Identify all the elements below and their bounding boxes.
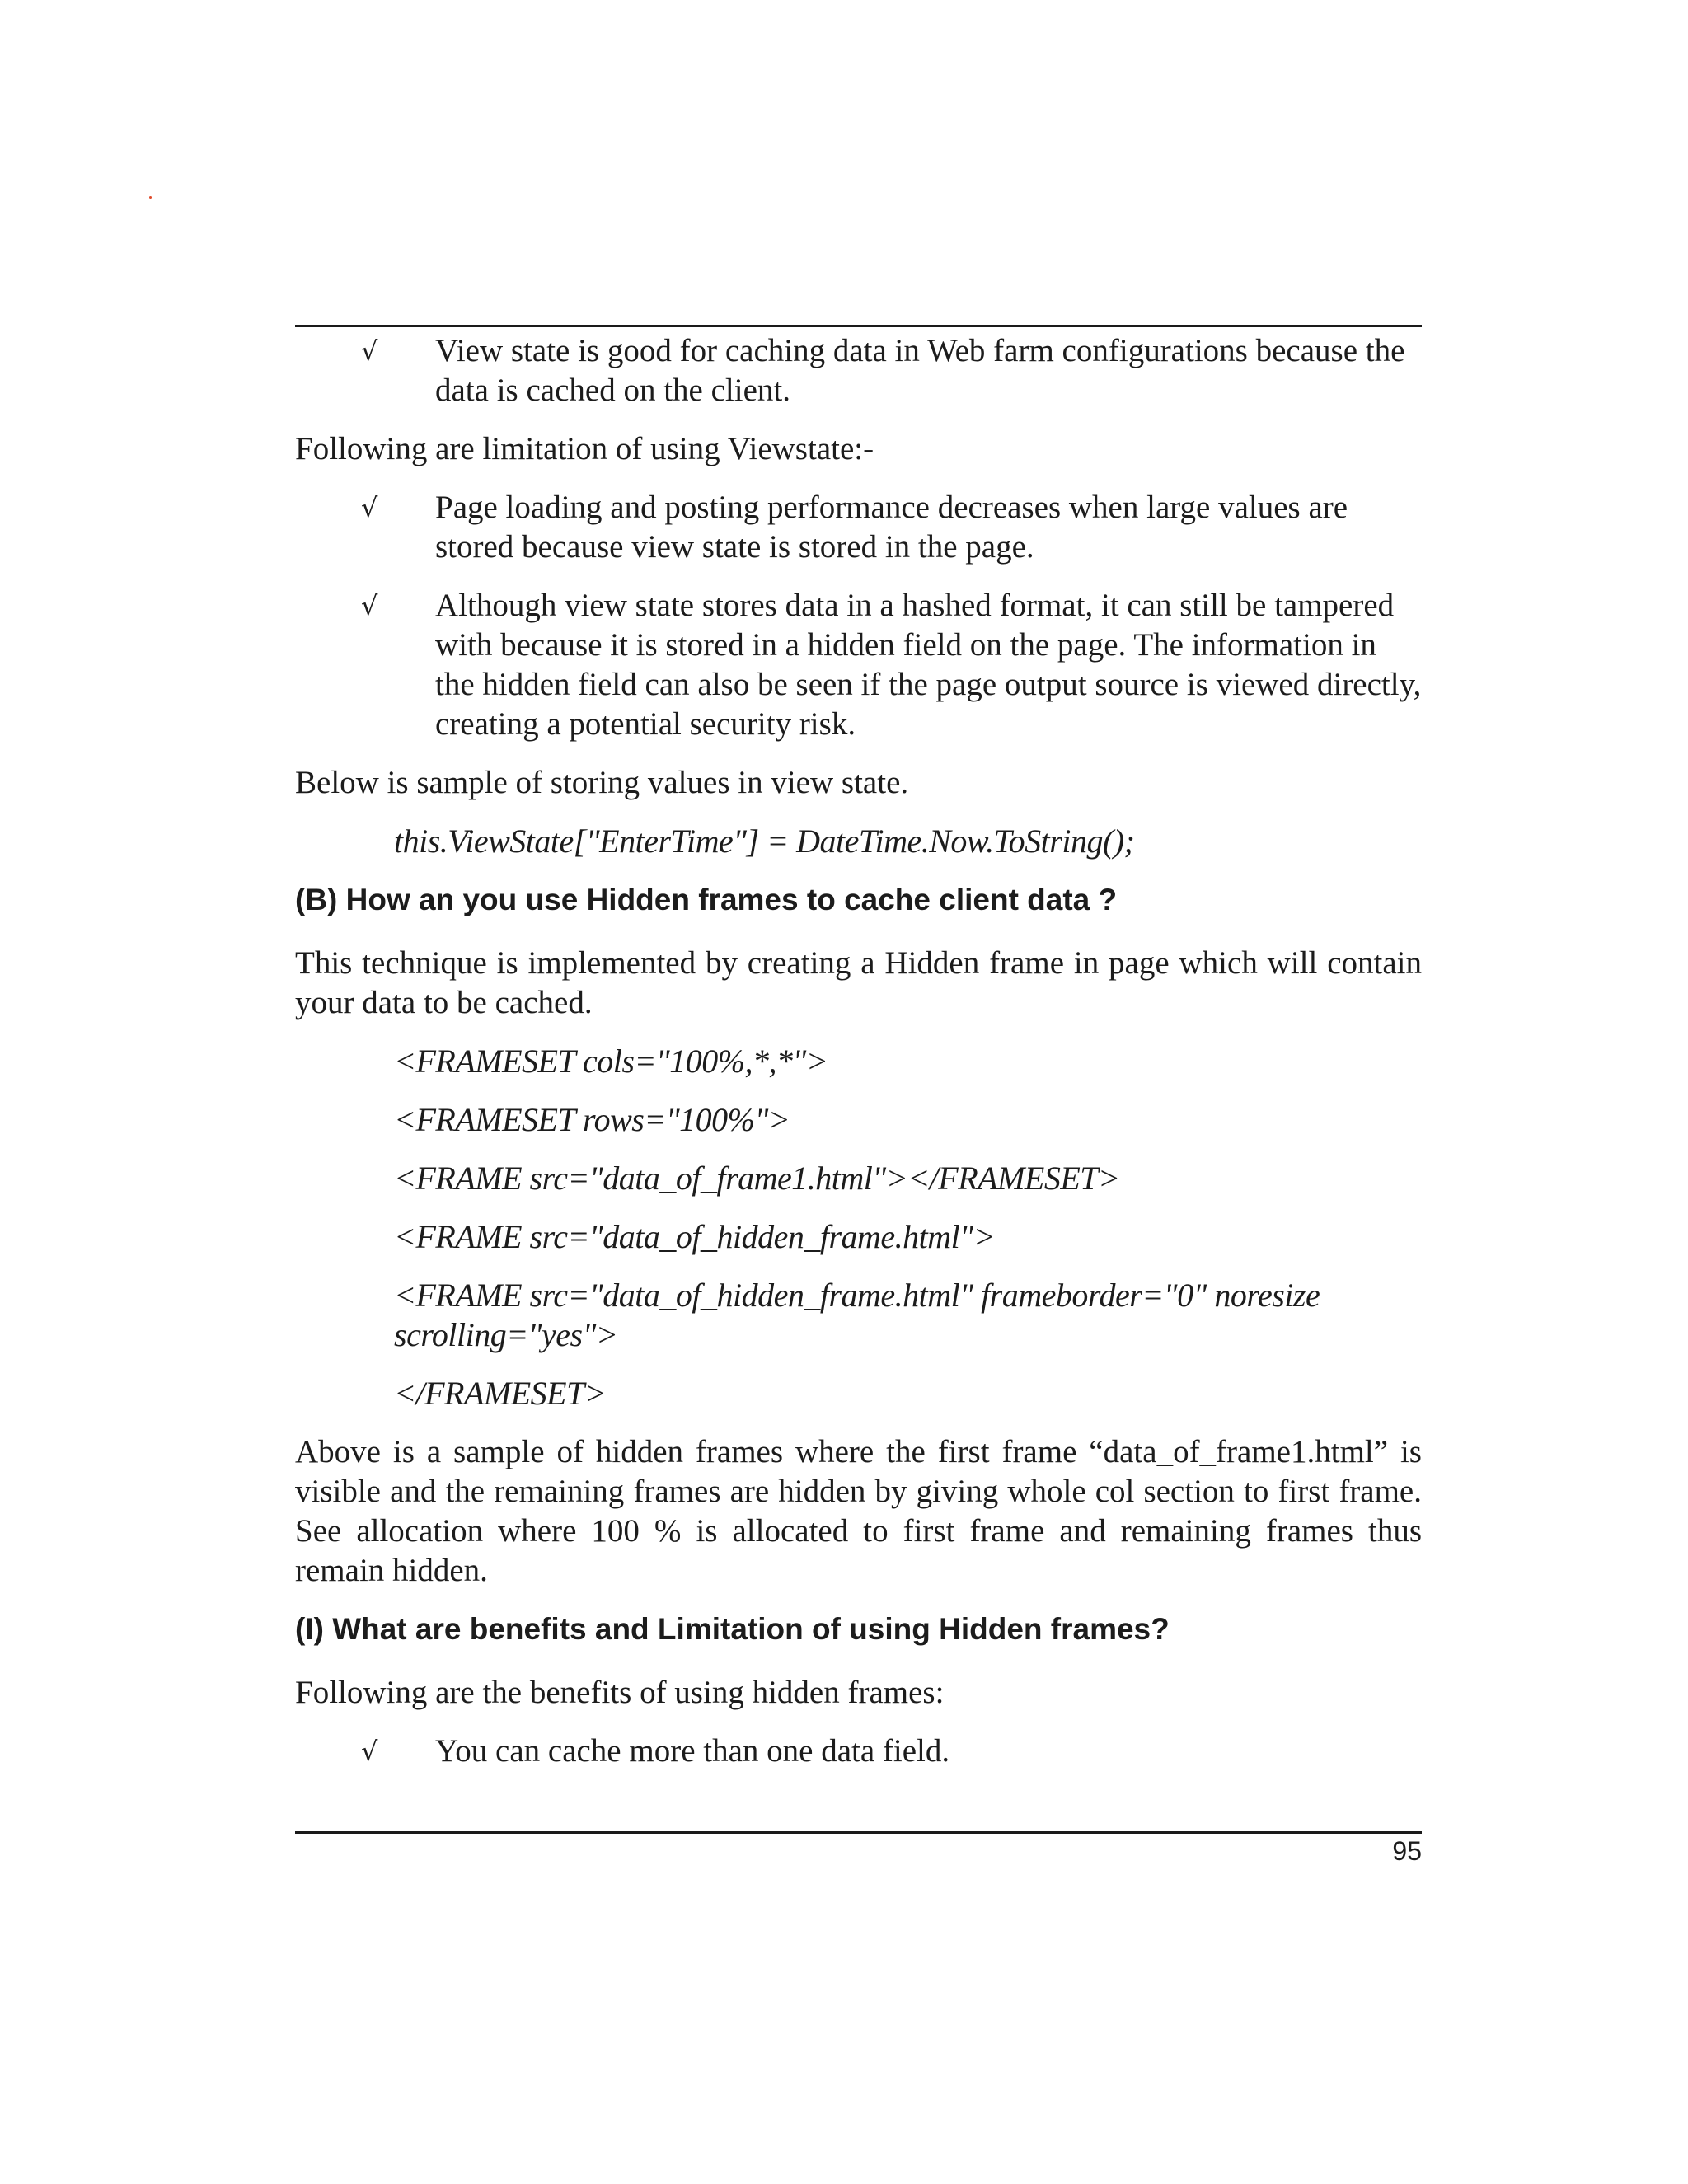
check-mark-icon: √ (361, 492, 378, 523)
code-line: <FRAMESET cols="100%,*,*"> (394, 1043, 828, 1080)
check-mark-icon: √ (361, 590, 378, 621)
section-heading: (I) What are benefits and Limitation of using Hidden frames? (295, 1612, 1170, 1646)
bullet-text: Although view state stores data in a hashed format, it can still be tampered with because it is stored in a hidden field on the page. The information in the hidden field can also be seen if the page output source is viewed directly, creating a potential security risk. (435, 588, 1422, 742)
bullet-text: Page loading and posting performance decreases when large values are stored because view state is stored in the page. (435, 490, 1348, 565)
paragraph: Following are limitation of using Viewstate:- (295, 431, 874, 466)
code-line: </FRAMESET> (394, 1375, 607, 1412)
bullet-item (295, 331, 1422, 410)
code-line: <FRAME src="data_of_frame1.html"></FRAMESET> (394, 1160, 1120, 1197)
code-line: this.ViewState["EnterTime"] = DateTime.Now.ToString(); (394, 823, 1135, 860)
paragraph: Below is sample of storing values in view state. (295, 765, 909, 800)
paragraph: This technique is implemented by creating a Hidden frame in page which will contain your data to be cached. (295, 945, 1422, 1020)
bullet-item (295, 488, 1422, 567)
check-mark-icon: √ (361, 335, 378, 367)
stray-red-dot (149, 196, 152, 199)
code-line: <FRAME src="data_of_hidden_frame.html" frameborder="0" noresize scrolling="yes"> (394, 1277, 1320, 1353)
paragraph: Above is a sample of hidden frames where the first frame “data_of_frame1.html” is visible and the remaining frames are hidden by giving whole col section to first frame. See allocation where 100 % is allocated to first frame and remaining frames thus remain hidden. (295, 1434, 1422, 1588)
bullet-item (295, 586, 1422, 744)
bullet-item (295, 1732, 1422, 1771)
code-line: <FRAME src="data_of_hidden_frame.html"> (394, 1218, 996, 1255)
bullet-text: You can cache more than one data field. (435, 1733, 950, 1769)
code-line: <FRAMESET rows="100%"> (394, 1101, 790, 1138)
section-heading: (B) How an you use Hidden frames to cache client data ? (295, 883, 1118, 916)
header-rule (295, 325, 1422, 327)
page-body (295, 331, 1422, 1790)
page-number: 95 (1392, 1836, 1422, 1866)
bullet-text: View state is good for caching data in Web farm configurations because the data is cached on the client. (435, 333, 1405, 408)
check-mark-icon: √ (361, 1736, 378, 1767)
paragraph: Following are the benefits of using hidden frames: (295, 1675, 945, 1710)
footer-rule (295, 1831, 1422, 1834)
